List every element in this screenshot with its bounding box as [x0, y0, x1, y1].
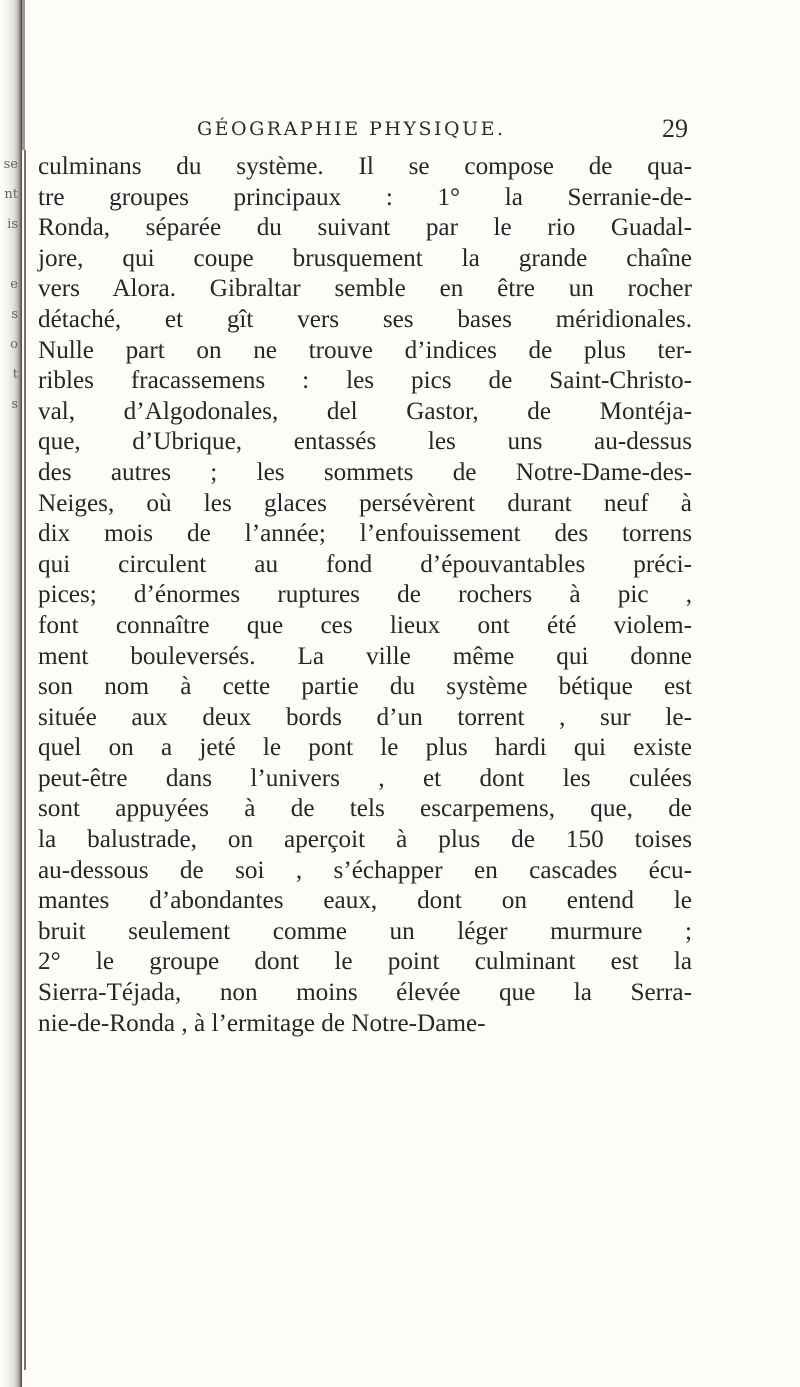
margin-mark: e [10, 277, 18, 292]
text-line: ribles fracassemens : les pics de Saint-Christo- [38, 367, 692, 395]
body-text [38, 152, 692, 1039]
margin-mark: is [7, 217, 18, 232]
margin-mark: s [11, 397, 18, 412]
text-line: tre groupes principaux : 1° la Serranie-de- [38, 183, 692, 211]
margin-mark [0, 240, 22, 270]
text-line: détaché, et gît vers ses bases méridionales. [38, 305, 692, 333]
text-line: quel on a jeté le pont le plus hardi qui existe [38, 734, 692, 762]
text-line: vers Alora. Gibraltar semble en être un rocher [38, 275, 692, 303]
text-line: son nom à cette partie du système bétique est [38, 673, 692, 701]
text-line: val, d’Algodonales, del Gastor, de Montéja- [38, 397, 692, 425]
text-line: culminans du système. Il se compose de qua- [38, 153, 692, 180]
text-line: au-dessous de soi , s’échapper en cascades écu- [38, 856, 692, 884]
text-line: mantes d’abondantes eaux, dont on entend le [38, 887, 692, 915]
text-line: jore, qui coupe brusquement la grande chaîne [38, 244, 692, 272]
text-line: peut-être dans l’univers , et dont les culées [38, 764, 692, 792]
text-line: 2° le groupe dont le point culminant est la [38, 948, 692, 976]
text-line: des autres ; les sommets de Notre-Dame-des- [38, 458, 692, 486]
text-line: font connaître que ces lieux ont été violem- [38, 611, 692, 639]
text-line: qui circulent au fond d’épouvantables préci- [38, 550, 692, 578]
margin-mark: o [10, 337, 18, 352]
text-line: Sierra-Téjada, non moins élevée que la Serra- [38, 979, 692, 1007]
margin-marks [0, 150, 22, 420]
text-line: que, d’Ubrique, entassés les uns au-dessus [38, 428, 692, 456]
text-line: Ronda, séparée du suivant par le rio Guadal- [38, 214, 692, 242]
margin-mark: nt [4, 187, 18, 202]
margin-mark: t [12, 367, 18, 382]
margin-mark: se [3, 157, 18, 172]
text-line: située aux deux bords d’un torrent , sur le- [38, 703, 692, 731]
text-line: Nulle part on ne trouve d’indices de plus ter- [38, 336, 692, 364]
text-line: sont appuyées à de tels escarpemens, que, de [38, 795, 692, 823]
text-line: ment bouleversés. La ville même qui donne [38, 642, 692, 670]
text-line: Neiges, où les glaces persévèrent durant neuf à [38, 489, 692, 517]
text-line: dix mois de l’année; l’enfouissement des torrens [38, 520, 692, 548]
binding-edge-top [22, 0, 25, 150]
page-number: 29 [662, 114, 688, 143]
header-title: GÉOGRAPHIE PHYSIQUE. [197, 118, 506, 140]
text-line: nie-de-Ronda , à l’ermitage de Notre-Dame- [38, 1009, 486, 1037]
running-head [42, 112, 690, 152]
text-line: pices; d’énormes ruptures de rochers à pic , [38, 581, 692, 609]
text-line: bruit seulement comme un léger murmure ; [38, 917, 692, 945]
margin-mark: s [11, 307, 18, 322]
text-line: la balustrade, on aperçoit à plus de 150 toises [38, 826, 692, 854]
binding-edge [24, 150, 26, 1370]
